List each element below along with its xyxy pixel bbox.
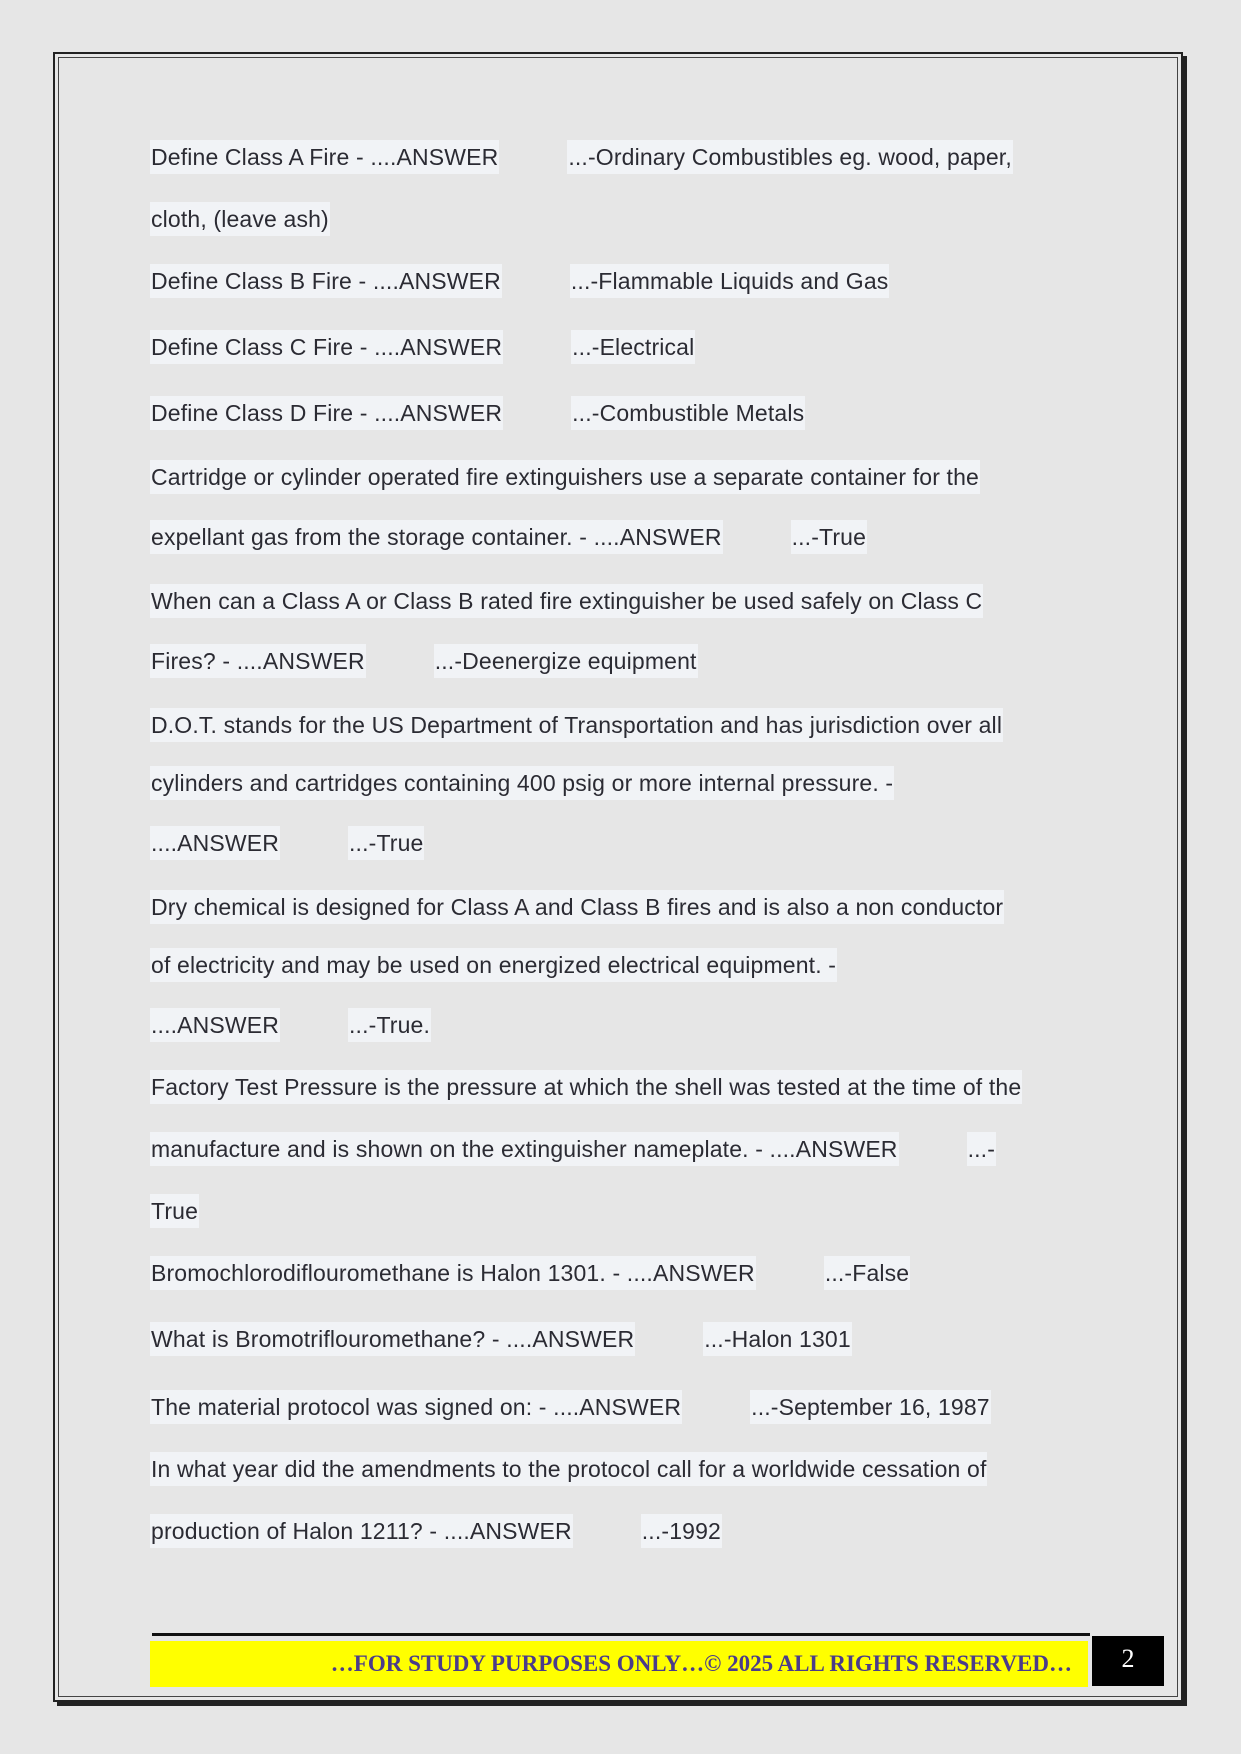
question-text: of electricity and may be used on energized electrical equipment. - <box>150 948 837 982</box>
question-text: Dry chemical is designed for Class A and Class B fires and is also a non conductor <box>150 890 1004 924</box>
answer-text: ...-Halon 1301 <box>703 1322 852 1356</box>
question-text: D.O.T. stands for the US Department of Transportation and has jurisdiction over all <box>150 708 1003 742</box>
question-text: What is Bromotriflouromethane? - ....ANSWER <box>150 1322 635 1356</box>
text-line-18 <box>150 1194 199 1224</box>
text-line-6 <box>150 460 980 490</box>
answer-text: ...-Electrical <box>571 330 695 364</box>
footer-banner: …FOR STUDY PURPOSES ONLY…© 2025 ALL RIGHTS RESERVED… <box>150 1641 1088 1687</box>
question-text: ....ANSWER <box>150 1008 280 1042</box>
question-text: Fires? - ....ANSWER <box>150 644 366 678</box>
answer-text: ...- <box>967 1132 996 1166</box>
question-text: Define Class A Fire - ....ANSWER <box>150 140 499 174</box>
answer-text: ...-Ordinary Combustibles eg. wood, paper, <box>567 140 1013 174</box>
question-text: ....ANSWER <box>150 826 280 860</box>
text-line-20 <box>150 1322 852 1352</box>
text-line-2 <box>150 202 330 232</box>
text-line-21 <box>150 1390 991 1420</box>
page-number: 2 <box>1092 1636 1164 1686</box>
question-text: Define Class D Fire - ....ANSWER <box>150 396 503 430</box>
text-line-3 <box>150 264 889 294</box>
text-line-8 <box>150 584 983 614</box>
text-line-10 <box>150 708 1003 738</box>
text-line-12 <box>150 826 424 856</box>
text-line-4 <box>150 330 695 360</box>
text-line-14 <box>150 948 837 978</box>
question-text: manufacture and is shown on the extinguisher nameplate. - ....ANSWER <box>150 1132 899 1166</box>
text-line-22 <box>150 1452 987 1482</box>
answer-text: ...-September 16, 1987 <box>750 1390 991 1424</box>
question-text: expellant gas from the storage container. - ....ANSWER <box>150 520 723 554</box>
footer-divider <box>152 1633 1090 1636</box>
answer-text: ...-Flammable Liquids and Gas <box>570 264 890 298</box>
answer-text: ...-1992 <box>641 1514 722 1548</box>
text-line-16 <box>150 1070 1022 1100</box>
text-line-7 <box>150 520 867 550</box>
text-line-19 <box>150 1256 910 1286</box>
question-text: True <box>150 1194 199 1228</box>
text-line-5 <box>150 396 805 426</box>
answer-text: ...-True. <box>348 1008 431 1042</box>
answer-text: ...-Combustible Metals <box>571 396 805 430</box>
question-text: cylinders and cartridges containing 400 psig or more internal pressure. - <box>150 766 894 800</box>
question-text: When can a Class A or Class B rated fire extinguisher be used safely on Class C <box>150 584 983 618</box>
question-text: Define Class B Fire - ....ANSWER <box>150 264 502 298</box>
answer-text: ...-False <box>824 1256 910 1290</box>
question-text: The material protocol was signed on: - ....ANSWER <box>150 1390 682 1424</box>
text-line-13 <box>150 890 1004 920</box>
text-line-9 <box>150 644 698 674</box>
question-text: Define Class C Fire - ....ANSWER <box>150 330 503 364</box>
answer-text: ...-True <box>791 520 867 554</box>
text-line-17 <box>150 1132 996 1162</box>
question-text: In what year did the amendments to the protocol call for a worldwide cessation of <box>150 1452 987 1486</box>
text-line-1 <box>150 140 1013 170</box>
question-text: cloth, (leave ash) <box>150 202 330 236</box>
answer-text: ...-Deenergize equipment <box>434 644 698 678</box>
question-text: Cartridge or cylinder operated fire extinguishers use a separate container for the <box>150 460 980 494</box>
text-line-11 <box>150 766 894 796</box>
text-line-23 <box>150 1514 722 1544</box>
question-text: production of Halon 1211? - ....ANSWER <box>150 1514 573 1548</box>
question-text: Factory Test Pressure is the pressure at which the shell was tested at the time of the <box>150 1070 1022 1104</box>
answer-text: ...-True <box>348 826 424 860</box>
text-line-15 <box>150 1008 431 1038</box>
question-text: Bromochlorodiflouromethane is Halon 1301. - ....ANSWER <box>150 1256 756 1290</box>
